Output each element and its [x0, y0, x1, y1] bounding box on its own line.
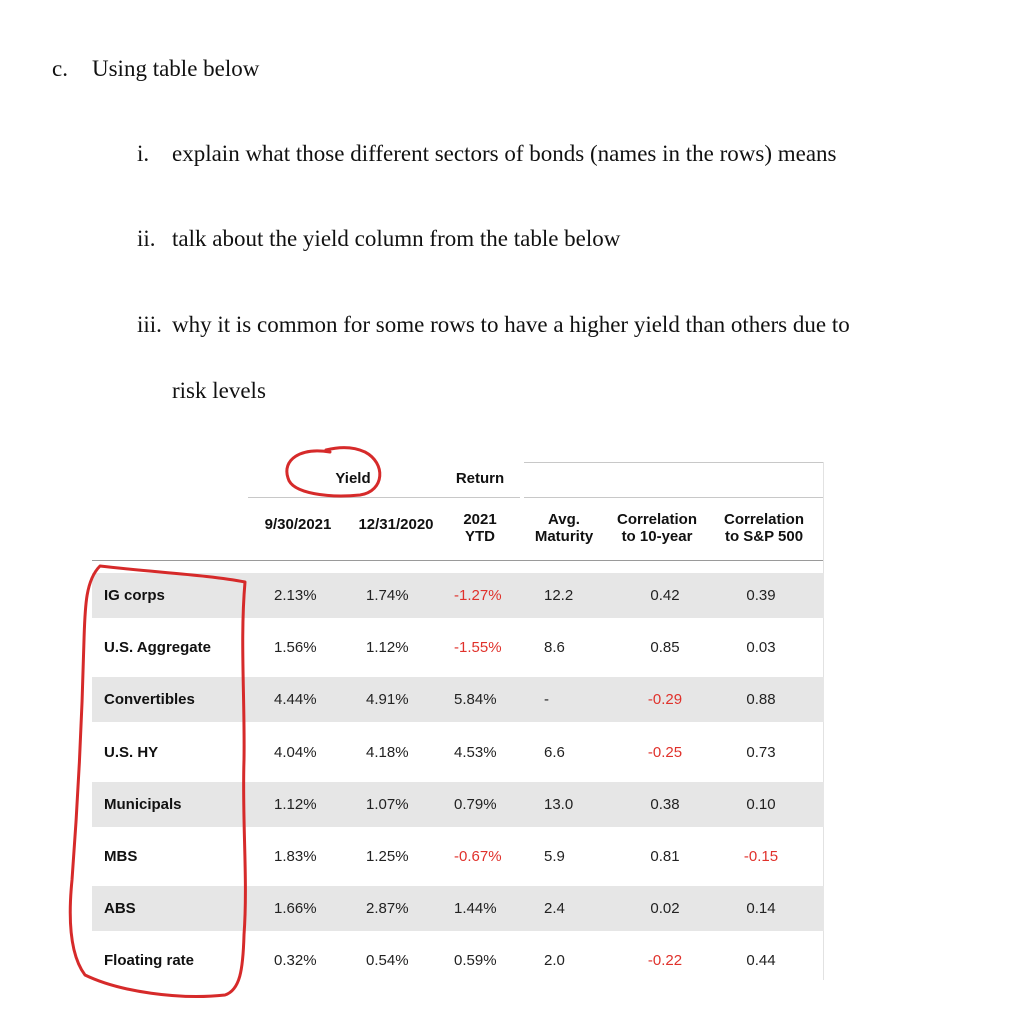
value-cell-c10: 0.02 — [650, 900, 680, 918]
column-header-line1: Correlation — [616, 511, 697, 528]
header-rule-right — [524, 497, 824, 498]
value-cell-y1: 4.44% — [274, 691, 317, 709]
value-cell-csp: 0.88 — [746, 691, 776, 709]
column-header-line1: 2021 — [463, 511, 497, 528]
value-cell-mat: 13.0 — [544, 795, 574, 813]
table-row — [92, 886, 824, 931]
column-header-line1: Avg. — [548, 511, 580, 528]
value-cell-c10: 0.85 — [650, 639, 680, 657]
value-cell-c10: -0.25 — [647, 743, 683, 761]
value-cell-ytd: 0.79% — [454, 795, 497, 813]
value-cell-y2: 1.74% — [366, 587, 409, 604]
table-row — [92, 573, 824, 618]
table-row — [92, 677, 824, 722]
column-header — [604, 511, 710, 545]
value-cell-y2: 2.87% — [366, 900, 409, 918]
value-cell-y2: 0.54% — [366, 952, 409, 970]
value-cell-c10: 0.81 — [650, 848, 680, 865]
value-cell-y1: 2.13% — [274, 587, 317, 604]
table-top-rule — [524, 462, 824, 463]
item-ii-number: ii. — [137, 226, 156, 251]
value-cell-csp: 0.14 — [746, 900, 776, 918]
sector-name-cell: Convertibles — [104, 691, 195, 709]
table-row — [92, 782, 824, 827]
item-i-number: i. — [137, 141, 150, 166]
value-cell-y2: 4.91% — [366, 691, 409, 709]
value-cell-y2: 1.12% — [366, 639, 409, 657]
group-header-yield: Yield — [335, 470, 371, 487]
header-bottom-rule — [92, 560, 824, 561]
column-header — [524, 511, 604, 545]
column-header-line2: to S&P 500 — [724, 528, 804, 545]
column-header — [710, 511, 818, 545]
column-header-line1: 12/31/2020 — [358, 516, 434, 533]
table-row — [92, 730, 824, 775]
value-cell-c10: 0.38 — [650, 795, 680, 813]
value-cell-csp: -0.15 — [743, 848, 779, 865]
sector-name-cell: MBS — [104, 848, 138, 865]
value-cell-ytd: -1.27% — [454, 587, 502, 604]
value-cell-ytd: -0.67% — [454, 848, 502, 865]
value-cell-ytd: 4.53% — [454, 743, 497, 761]
column-header — [250, 516, 346, 533]
table-row — [92, 834, 824, 879]
value-cell-ytd: 5.84% — [454, 691, 497, 709]
value-cell-y1: 1.56% — [274, 639, 317, 657]
value-cell-y1: 4.04% — [274, 743, 317, 761]
value-cell-mat: 5.9 — [544, 848, 565, 865]
item-i-text: explain what those different sectors of bonds (names in the rows) means — [172, 141, 837, 166]
value-cell-y1: 1.83% — [274, 848, 317, 865]
sector-name-cell: IG corps — [104, 587, 165, 604]
value-cell-y1: 1.12% — [274, 795, 317, 813]
header-rule-yield — [248, 497, 520, 498]
value-cell-mat: 2.0 — [544, 952, 565, 970]
column-header — [346, 516, 446, 533]
value-cell-c10: -0.22 — [647, 952, 683, 970]
column-header-line2: YTD — [465, 528, 495, 545]
column-header-line1: 9/30/2021 — [264, 516, 332, 533]
value-cell-csp: 0.73 — [746, 743, 776, 761]
question-intro: Using table below — [92, 56, 260, 81]
sector-name-cell: U.S. Aggregate — [104, 639, 211, 657]
item-iii-text: why it is common for some rows to have a higher yield than others due to — [172, 312, 850, 337]
table-row — [92, 938, 824, 983]
sector-name-cell: U.S. HY — [104, 743, 159, 761]
value-cell-csp: 0.03 — [746, 639, 776, 657]
sector-name-cell: ABS — [104, 900, 136, 918]
value-cell-ytd: 0.59% — [454, 952, 497, 970]
value-cell-y1: 1.66% — [274, 900, 317, 918]
group-header-return: Return — [455, 470, 505, 487]
sector-name-cell: Municipals — [104, 795, 182, 813]
value-cell-mat: 12.2 — [544, 587, 574, 604]
value-cell-mat: - — [544, 691, 549, 709]
value-cell-ytd: -1.55% — [454, 639, 502, 657]
column-header-line2: to 10-year — [621, 528, 693, 545]
value-cell-ytd: 1.44% — [454, 900, 497, 918]
value-cell-mat: 8.6 — [544, 639, 565, 657]
column-header — [448, 511, 512, 545]
value-cell-c10: 0.42 — [650, 587, 680, 604]
column-header-line2: Maturity — [534, 528, 594, 545]
item-iii-number: iii. — [137, 312, 162, 337]
item-ii-text: talk about the yield column from the table below — [172, 226, 621, 251]
value-cell-mat: 6.6 — [544, 743, 565, 761]
table-row — [92, 625, 824, 670]
value-cell-csp: 0.44 — [746, 952, 776, 970]
value-cell-y1: 0.32% — [274, 952, 317, 970]
value-cell-mat: 2.4 — [544, 900, 565, 918]
value-cell-y2: 1.07% — [366, 795, 409, 813]
sector-name-cell: Floating rate — [104, 952, 195, 970]
value-cell-csp: 0.39 — [746, 587, 776, 604]
value-cell-c10: -0.29 — [647, 691, 683, 709]
item-iii-continuation: risk levels — [172, 378, 266, 403]
value-cell-csp: 0.10 — [746, 795, 776, 813]
question-label: c. — [52, 56, 68, 81]
column-header-line1: Correlation — [723, 511, 804, 528]
value-cell-y2: 1.25% — [366, 848, 409, 865]
value-cell-y2: 4.18% — [366, 743, 409, 761]
